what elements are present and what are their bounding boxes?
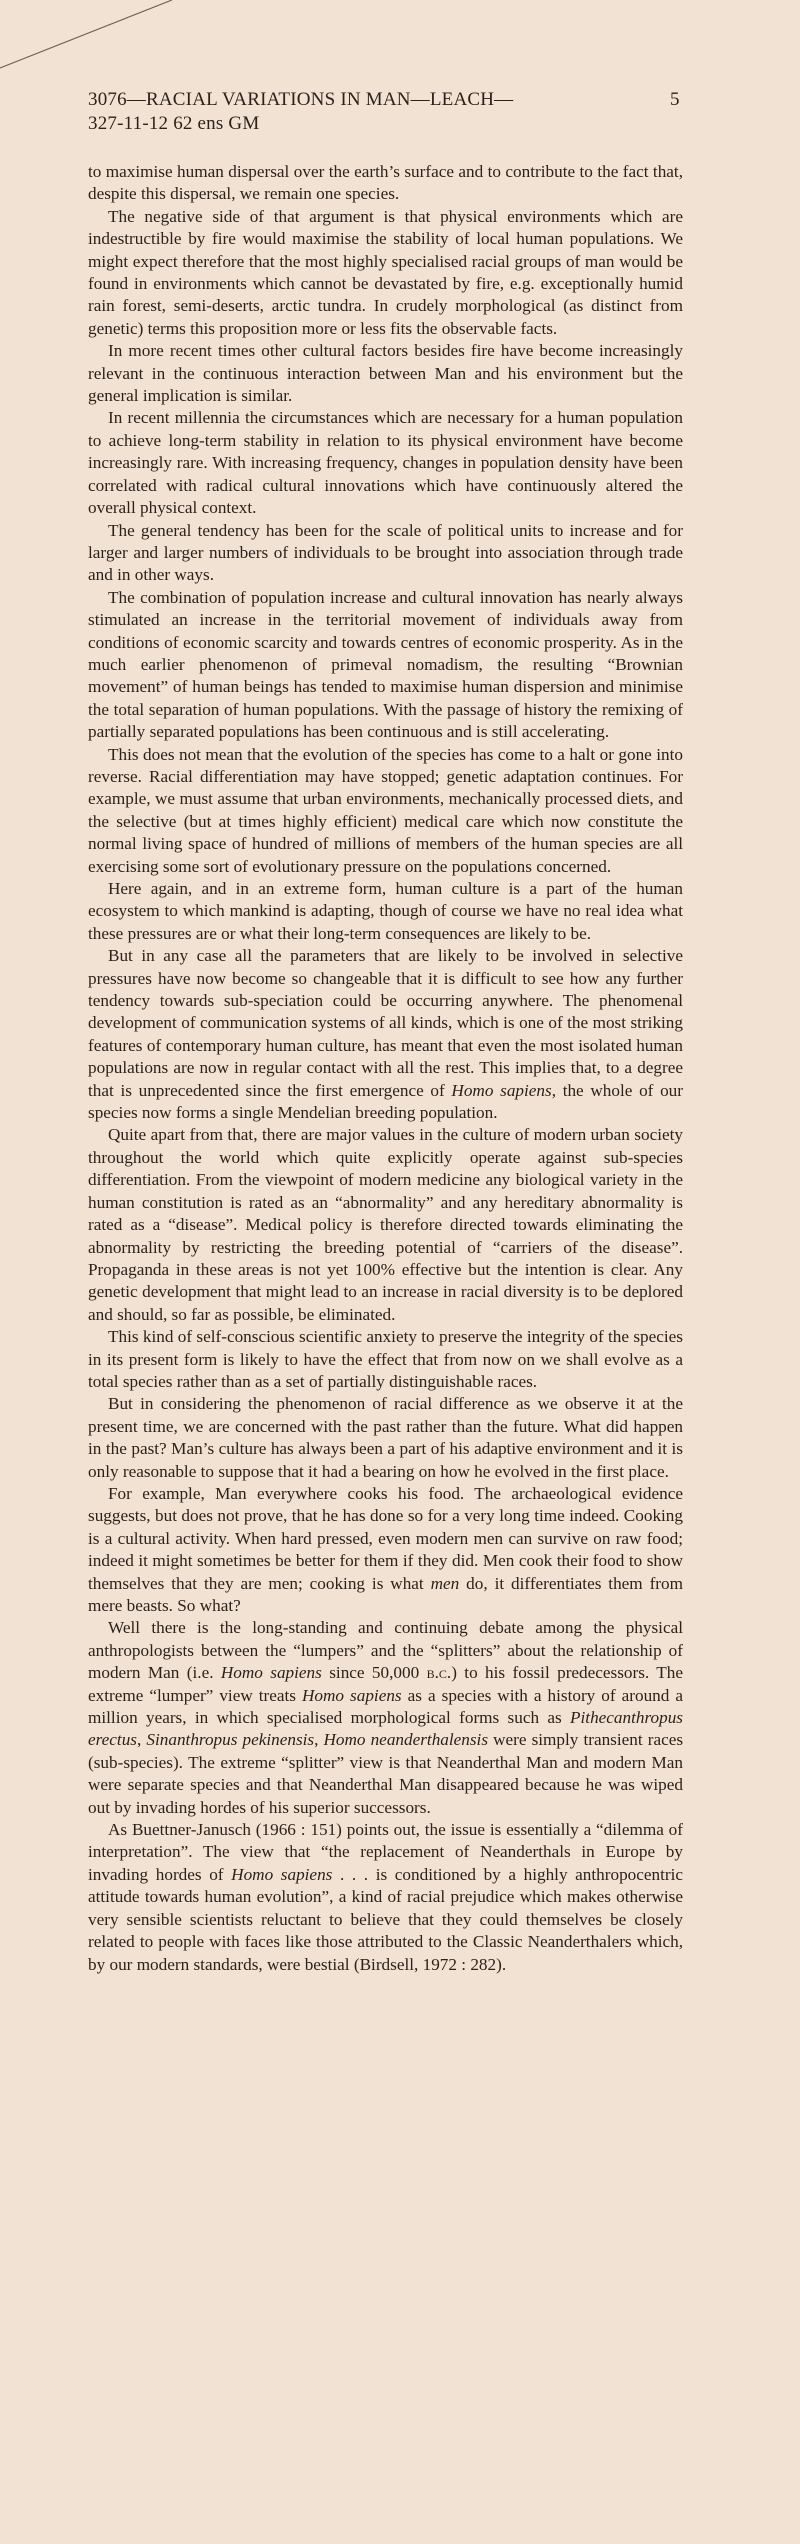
- text-run: do, it differentiates them from mere beasts. So what?: [88, 1573, 683, 1615]
- paragraph: [88, 744, 683, 878]
- italic-term: Sinanthropus pekinensis: [146, 1730, 315, 1750]
- paragraph: [88, 1819, 683, 1976]
- text-run: Quite apart from that, there are major values in the culture of modern urban society throughout the world which quite explicitly operate against sub-species differentiation. From the viewpoint of modern medicine any biological variety in the human constitution is rated as an “abnormality” and any hereditary abnormality is rated as a “disease”. Medical policy is therefore directed towards eliminating the abnormality by restricting the breeding potential of “carriers of the disease”. Propaganda in these areas is not yet 100% effective but the intention is clear. Any genetic development that might lead to an increase in racial diversity is to be deplored and should, so far as possible, be eliminated.: [88, 1125, 683, 1324]
- text-run: ,: [137, 1730, 147, 1750]
- text-run: Well there is the long-standing and continuing debate among the physical anthropologists between the “lumpers” and the “splitters” about the relationship of modern Man (i.e.: [88, 1618, 683, 1683]
- text-run: , the whole of our species now forms a single Mendelian breeding population.: [88, 1080, 684, 1123]
- paragraph: [88, 407, 683, 519]
- paragraph: [88, 1617, 683, 1819]
- paragraph: [88, 206, 683, 340]
- text-run: This does not mean that the evolution of the species has come to a halt or gone into reverse. Racial differentiation may have stopped; genetic adaptation continues. For example, we must assume that urban environments, mechanically processed diets, and the selective (but at times highly efficient) medical care which now constitute the normal living space of hundred of millions of members of the human species are all exercising some sort of evolutionary pressure on the populations concerned.: [88, 744, 683, 876]
- page-fold-crease: [0, 0, 180, 70]
- paragraph: [88, 945, 683, 1124]
- italic-term: Pithecanthropus erectus: [88, 1708, 683, 1750]
- text-run: since 50,000: [321, 1663, 427, 1683]
- page-number: 5: [670, 89, 680, 110]
- article-body: [88, 161, 683, 1976]
- text-run: But in any case all the parameters that are likely to be involved in selective pressures have now become so changeable that it is difficult to see how any further tendency towards sub-speciation could be occurring anywhere. The phenomenal development of communication systems of all kinds, which is one of the most striking features of contemporary human culture, has meant that even the most isolated human populations are now in regular contact with all the rest. This implies that, to a degree that is unprecedented since the first emergence of: [88, 946, 683, 1100]
- text-run: were simply transient races (sub-species). The extreme “splitter” view is that Neanderthal Man and modern Man were separate species and that Neanderthal Man disappeared because he was wiped out by invading hordes of his superior successors.: [88, 1730, 684, 1817]
- paragraph: [88, 161, 683, 206]
- italic-term: Homo sapiens: [231, 1864, 333, 1884]
- text-run: . . . is conditioned by a highly anthropocentric attitude towards human evolution”, a kind of racial prejudice which makes otherwise very sensible scientists reluctant to believe that they could themselves be closely related to people with faces like those attributed to the Classic Neanderthalers which, by our modern standards, were bestial (Birdsell, 1972 : 282).: [88, 1864, 684, 1974]
- italic-term: Homo sapiens: [220, 1663, 322, 1683]
- text-run: The combination of population increase and cultural innovation has nearly always stimulated an increase in the territorial movement of individuals away from conditions of economic scarcity and towards centres of economic prosperity. As in the much earlier phenomenon of primeval nomadism, the resulting “Brownian movement” of human beings has tended to maximise human dispersion and minimise the total separation of human populations. With the passage of history the remixing of partially separated populations has been continuous and is still accelerating.: [88, 587, 683, 742]
- paragraph: [88, 1124, 683, 1326]
- running-title: 3076—RACIAL VARIATIONS IN MAN—LEACH—: [88, 89, 514, 110]
- paragraph: [88, 1393, 683, 1483]
- galley-code: 327-11-12 62 ens GM: [88, 113, 260, 134]
- paragraph: [88, 587, 683, 744]
- text-run: Here again, and in an extreme form, human culture is a part of the human ecosystem to which mankind is adapting, though of course we have no real idea what these pressures are or what their long-term consequences are likely to be.: [88, 879, 683, 943]
- text-run: This kind of self-conscious scientific anxiety to preserve the integrity of the species in its present form is likely to have the effect that from now on we shall evolve as a total species rather than as a set of partially distinguishable races.: [88, 1327, 683, 1391]
- text-run: In more recent times other cultural factors besides fire have become increasingly relevant in the continuous interaction between Man and his environment but the general implication is similar.: [88, 341, 683, 406]
- paragraph: [88, 1483, 683, 1617]
- text-run: But in considering the phenomenon of racial difference as we observe it at the present time, we are concerned with the past rather than the future. What did happen in the past? Man’s culture has always been a part of his adaptive environment and it is only reasonable to suppose that it had a bearing on how he evolved in the first place.: [88, 1394, 683, 1481]
- text-run: The general tendency has been for the scale of political units to increase and for larger and larger numbers of individuals to be brought into association through trade and in other ways.: [88, 520, 683, 585]
- paragraph: [88, 1326, 683, 1393]
- page-header: [88, 88, 688, 136]
- text-run: as a species with a history of around a million years, in which specialised morphological forms such as: [88, 1685, 684, 1728]
- small-caps-text: b.c.: [426, 1663, 452, 1683]
- italic-term: Homo sapiens: [451, 1080, 552, 1100]
- text-run: ,: [314, 1730, 324, 1750]
- paragraph: [88, 878, 683, 945]
- italic-term: men: [430, 1573, 460, 1593]
- text-run: to maximise human dispersal over the earth’s surface and to contribute to the fact that, despite this dispersal, we remain one species.: [88, 162, 683, 204]
- text-run: For example, Man everywhere cooks his food. The archaeological evidence suggests, but does not prove, that he has done so for a very long time indeed. Cooking is a cultural activity. When hard pressed, even modern men can survive on raw food; indeed it might sometimes be better for them if they did. Men cook their food to show themselves that they are men; cooking is what: [88, 1483, 683, 1593]
- text-run: In recent millennia the circumstances which are necessary for a human population to achieve long-term stability in relation to its physical environment have become increasingly rare. With increasing frequency, changes in population density have been correlated with radical cultural innovations which have continuously altered the overall physical context.: [88, 408, 683, 518]
- text-run: The negative side of that argument is that physical environments which are indestructible by fire would maximise the stability of local human populations. We might expect therefore that the most highly specialised racial groups of man would be found in environments which cannot be devastated by fire, e.g. exceptionally humid rain forest, semi-deserts, arctic tundra. In crudely morphological (as distinct from genetic) terms this proposition more or less fits the observable facts.: [88, 206, 683, 338]
- text-run: ) to his fossil predecessors. The extreme “lumper” view treats: [88, 1663, 684, 1705]
- paragraph: [88, 520, 683, 587]
- italic-term: Homo neanderthalensis: [323, 1730, 489, 1750]
- italic-term: Homo sapiens: [302, 1685, 402, 1705]
- paragraph: [88, 340, 683, 407]
- text-run: As Buettner-Janusch (1966 : 151) points out, the issue is essentially a “dilemma of interpretation”. The view that “the replacement of Neanderthals in Europe by invading hordes of: [88, 1820, 683, 1884]
